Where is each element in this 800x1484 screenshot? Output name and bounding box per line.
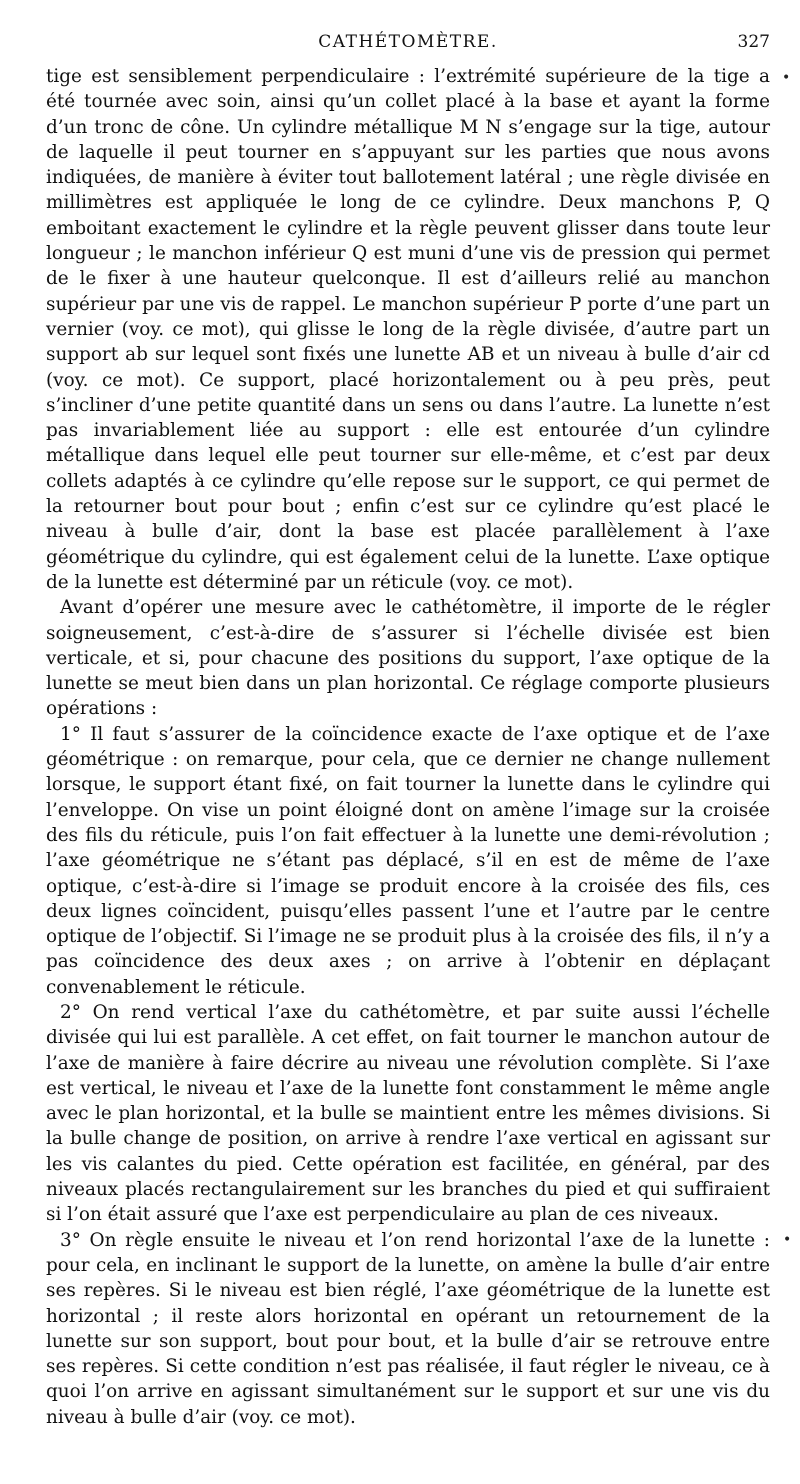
- paragraph: 2° On rend vertical l’axe du cathétomètre, et par suite aussi l’échelle divisée qui lui est parallèle. A cet effet, on fait tourner le manchon autour de l’axe de manière à faire décrire au niveau une révolution complète. Si l’axe est vertical, le niveau et l’axe de la lunette font constamment le même angle avec le plan horizontal, et la bulle se maintient entre les mêmes divisions. Si la bulle change de position, on arrive à rendre l’axe vertical en agissant sur les vis calantes du pied. Cette opération est facilitée, en général, par des niveaux placés rectangulairement sur les branches du pied et qui suffiraient si l’on était assuré que l’axe est perpendiculaire au plan de ces niveaux.: [46, 1001, 770, 1226]
- body-text: [46, 64, 770, 1430]
- paragraph: 1° Il faut s’assurer de la coïncidence exacte de l’axe optique et de l’axe géométrique : on remarque, pour cela, que ce dernier ne change nullement lorsque, le support étant fixé, on fait tourner la lunette dans le cylindre qui l’enveloppe. On vise un point éloigné dont on amène l’image sur la croisée des fils du réticule, puis l’on fait effectuer à la lunette une demi-révolution ; l’axe géométrique ne s’étant pas déplacé, s’il en est de même de l’axe optique, c’est-à-dire si l’image se produit encore à la croisée des fils, ces deux lignes coïncident, puisqu’elles passent l’une et l’autre par le centre optique de l’objectif. Si l’image ne se produit plus à la croisée des fils, il n’y a pas coïncidence des deux axes ; on arrive à l’obtenir en déplaçant convenablement le réticule.: [46, 723, 770, 998]
- margin-speck: •: [783, 1232, 792, 1248]
- running-title: CATHÉTOMÈTRE.: [318, 32, 498, 52]
- page-header: [46, 32, 770, 58]
- paragraph: Avant d’opérer une mesure avec le cathétomètre, il importe de le régler soigneusement, c’est-à-dire de s’assurer si l’échelle divisée est bien verticale, et si, pour chacune des positions du support, l’axe optique de la lunette se meut bien dans un plan horizontal. Ce réglage comporte plusieurs opérations :: [46, 597, 770, 720]
- paragraph: 3° On règle ensuite le niveau et l’on rend horizontal l’axe de la lunette : pour cela, en inclinant le support de la lunette, on amène la bulle d’air entre ses repères. Si le niveau est bien réglé, l’axe géométrique de la lunette est horizontal ; il reste alors horizontal en opérant un retournement de la lunette sur son support, bout pour bout, et la bulle d’air se retrouve entre ses repères. Si cette condition n’est pas réalisée, il faut régler le niveau, ce à quoi l’on arrive en agissant simultanément sur le support et sur une vis du niveau à bulle d’air (voy. ce mot).: [46, 1229, 770, 1428]
- margin-speck: •: [782, 70, 791, 86]
- page-number: 327: [737, 32, 770, 52]
- paragraph: tige est sensiblement perpendiculaire : l’extrémité supérieure de la tige a été tournée avec soin, ainsi qu’un collet placé à la base et ayant la forme d’un tronc de cône. Un cylindre métallique M N s’engage sur la tige, autour de laquelle il peut tourner en s’appuyant sur les parties que nous avons indiquées, de manière à éviter tout ballotement latéral ; une règle divisée en millimètres est appliquée le long de ce cylindre. Deux manchons P, Q emboitant exactement le cylindre et la règle peuvent glisser dans toute leur longueur ; le manchon inférieur Q est muni d’une vis de pression qui permet de le fixer à une hauteur quelconque. Il est d’ailleurs relié au manchon supérieur par une vis de rappel. Le manchon supérieur P porte d’une part un vernier (voy. ce mot), qui glisse le long de la règle divisée, d’autre part un support ab sur lequel sont fixés une lunette AB et un niveau à bulle d’air cd (voy. ce mot). Ce support, placé horizontalement ou à peu près, peut s’incliner d’une petite quantité dans un sens ou dans l’autre. La lunette n’est pas invariablement liée au support : elle est entourée d’un cylindre métallique dans lequel elle peut tourner sur elle-même, et c’est par deux collets adaptés à ce cylindre qu’elle repose sur le support, ce qui permet de la retourner bout pour bout ; enfin c’est sur ce cylindre qu’est placé le niveau à bulle d’air, dont la base est placée parallèlement à l’axe géométrique du cylindre, qui est également celui de la lunette. L’axe optique de la lunette est déterminé par un réticule (voy. ce mot).: [46, 66, 770, 593]
